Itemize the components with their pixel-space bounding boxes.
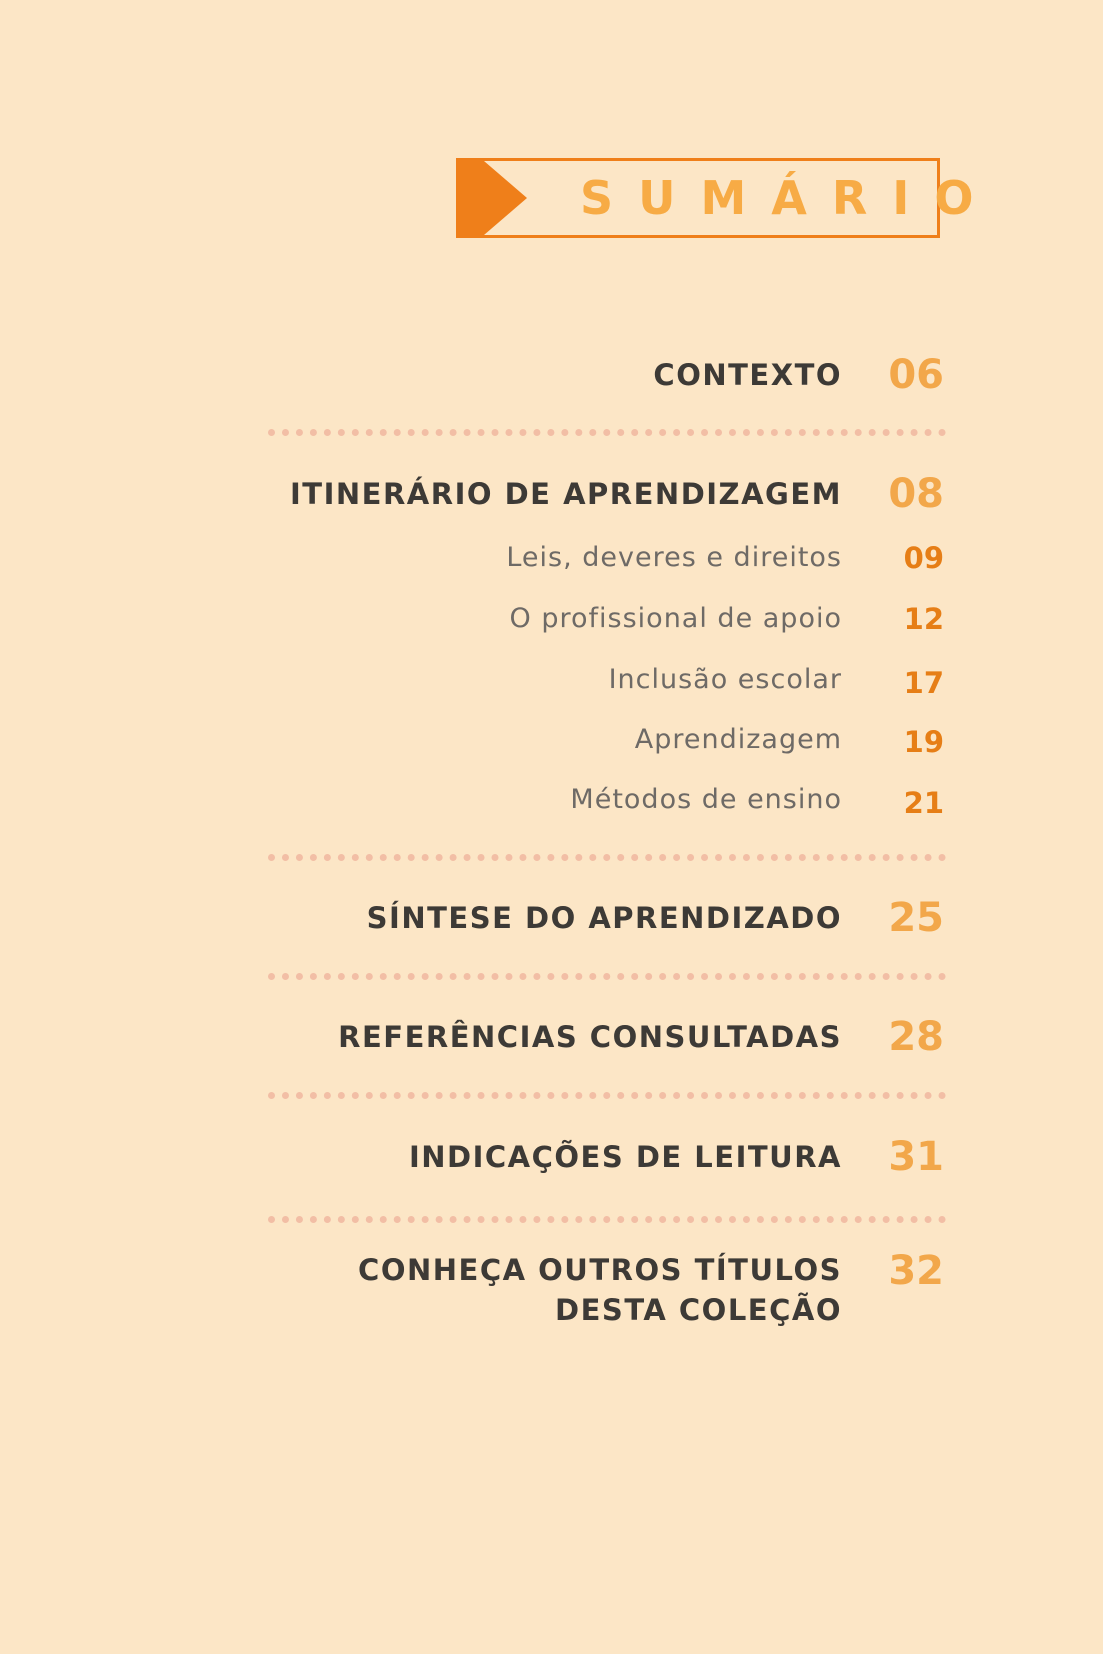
toc-entry-itinerario[interactable]: ITINERÁRIO DE APRENDIZAGEM (290, 477, 842, 511)
toc-subentry-metodos[interactable]: Métodos de ensino (570, 784, 842, 815)
toc-subpage-profissional: 12 (903, 602, 944, 636)
toc-page-sintese: 25 (888, 895, 944, 941)
toc-page-itinerario: 08 (888, 471, 944, 517)
dotted-divider (268, 854, 946, 861)
toc-entry-contexto[interactable]: CONTEXTO (653, 358, 842, 392)
dotted-divider (268, 429, 946, 436)
toc-subentry-profissional[interactable]: O profissional de apoio (509, 603, 842, 634)
toc-subentry-leis[interactable]: Leis, deveres e direitos (506, 542, 842, 573)
dotted-divider (268, 1216, 946, 1223)
toc-subpage-metodos: 21 (903, 786, 944, 820)
dotted-divider (268, 1092, 946, 1099)
toc-subpage-aprendizagem: 19 (903, 725, 944, 759)
toc-page-referencias: 28 (888, 1014, 944, 1060)
toc-page-indicacoes: 31 (888, 1134, 944, 1180)
toc-subpage-inclusao: 17 (903, 666, 944, 700)
toc-entry-indicacoes[interactable]: INDICAÇÕES DE LEITURA (408, 1140, 842, 1174)
dotted-divider (268, 973, 946, 980)
toc-entry-conheca[interactable] (358, 1250, 842, 1330)
title-box (456, 158, 999, 238)
toc-subpage-leis: 09 (903, 541, 944, 575)
toc-entry-referencias[interactable]: REFERÊNCIAS CONSULTADAS (338, 1020, 842, 1054)
toc-entry-conheca-line1: CONHEÇA OUTROS TÍTULOS (358, 1253, 842, 1287)
toc-subentry-aprendizagem[interactable]: Aprendizagem (634, 724, 842, 755)
toc-page-contexto: 06 (888, 352, 944, 398)
page-title: SUMÁRIO (580, 171, 999, 225)
toc-entry-sintese[interactable]: SÍNTESE DO APRENDIZADO (366, 901, 842, 935)
toc-entry-conheca-line2: DESTA COLEÇÃO (555, 1293, 842, 1327)
arrow-marker-icon (459, 161, 527, 235)
toc-page-conheca: 32 (888, 1248, 944, 1294)
toc-subentry-inclusao[interactable]: Inclusão escolar (608, 664, 842, 695)
